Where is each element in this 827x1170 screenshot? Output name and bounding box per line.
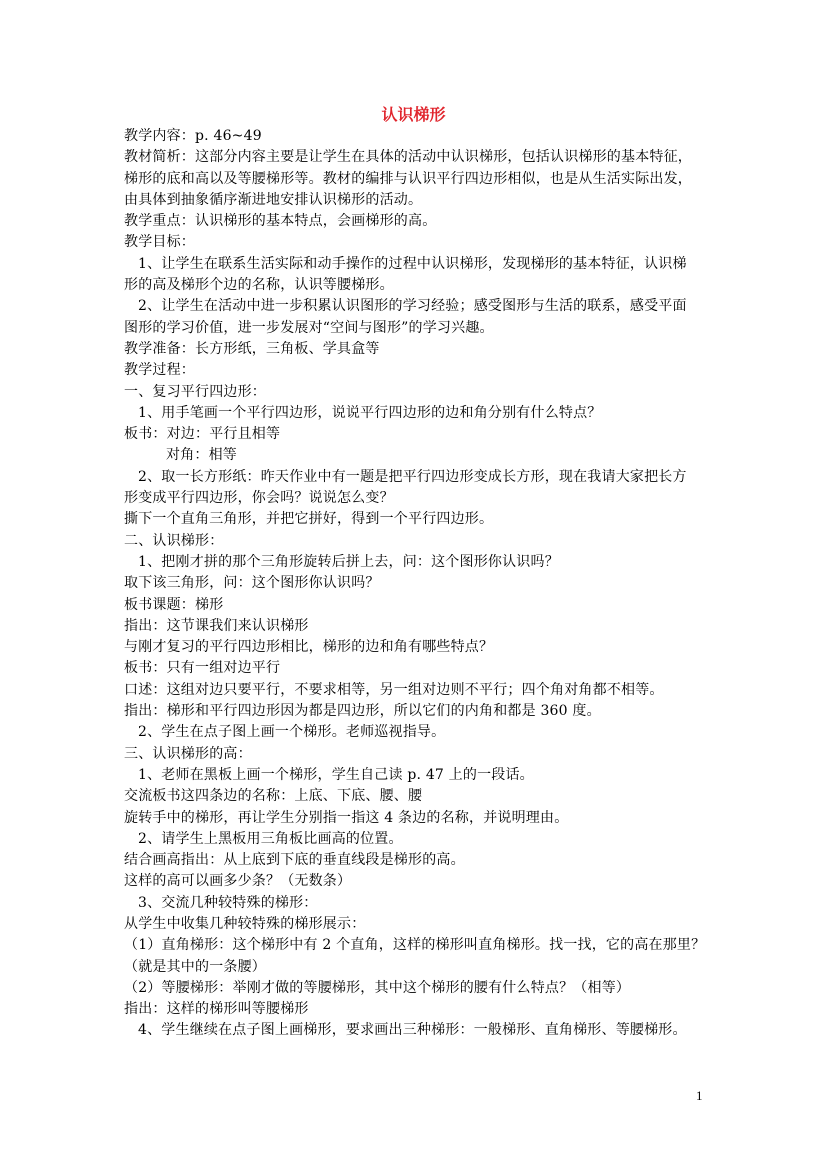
text-line: 撕下一个直角三角形，并把它拼好，得到一个平行四边形。 — [124, 511, 494, 528]
text-line: 指出：梯形和平行四边形因为都是四边形，所以它们的内角和都是 360 度。 — [124, 703, 601, 720]
text-line: 这样的高可以画多少条？（无数条） — [124, 873, 352, 890]
text-line: 教学目标： — [124, 234, 195, 251]
text-line: 1、老师在黑板上画一个梯形，学生自己读 p. 47 上的一段话。 — [138, 766, 534, 783]
text-line: 教材简析：这部分内容主要是让学生在具体的活动中认识梯形，包括认识梯形的基本特征， — [124, 149, 692, 166]
text-line: 旋转手中的梯形，再让学生分别指一指这 4 条边的名称，并说明理由。 — [124, 809, 569, 826]
section-heading: 一、复习平行四边形： — [124, 383, 266, 400]
text-line: 对角：相等 — [166, 447, 237, 464]
text-line: 图形的学习价值，进一步发展对“空间与图形”的学习兴趣。 — [124, 319, 494, 336]
text-line: 形变成平行四边形，你会吗？说说怎么变？ — [124, 490, 394, 507]
text-line: 2、学生在点子图上画一个梯形。老师巡视指导。 — [138, 724, 446, 741]
text-line: 教学内容：p. 46~49 — [124, 128, 262, 144]
text-line: 与刚才复习的平行四边形相比，梯形的边和角有哪些特点？ — [124, 639, 494, 656]
page-number: 1 — [696, 1088, 703, 1103]
text-line: 结合画高指出：从上底到下底的垂直线段是梯形的高。 — [124, 852, 465, 869]
text-line: 1、让学生在联系生活实际和动手操作的过程中认识梯形，发现梯形的基本特征，认识梯 — [138, 255, 687, 272]
text-line: 教学重点：认识梯形的基本特点，会画梯形的高。 — [124, 213, 437, 230]
section-heading: 二、认识梯形： — [124, 532, 224, 549]
text-line: 从学生中收集几种较特殊的梯形展示： — [124, 915, 366, 932]
section-heading: 三、认识梯形的高： — [124, 745, 252, 762]
text-line: 教学准备：长方形纸，三角板、学具盒等 — [124, 340, 380, 357]
text-line: 2、取一长方形纸：昨天作业中有一题是把平行四边形变成长方形，现在我请大家把长方 — [138, 468, 687, 485]
text-line: 指出：这样的梯形叫等腰梯形 — [124, 1001, 309, 1018]
text-line: 取下该三角形，问：这个图形你认识吗？ — [124, 575, 380, 592]
text-line: 1、用手笔画一个平行四边形，说说平行四边形的边和角分别有什么特点？ — [138, 404, 602, 421]
text-line: （就是其中的一条腰） — [124, 958, 266, 975]
text-line: （1）直角梯形：这个梯形中有 2 个直角，这样的梯形叫直角梯形。找一找，它的高在那里？ — [124, 937, 706, 954]
text-line: 梯形的底和高以及等腰梯形等。教材的编排与认识平行四边形相似，也是从生活实际出发， — [124, 170, 692, 187]
text-line: 交流板书这四条边的名称：上底、下底、腰、腰 — [124, 788, 423, 805]
text-line: 指出：这节课我们来认识梯形 — [124, 617, 309, 634]
text-line: 教学过程： — [124, 362, 195, 379]
document-body — [124, 126, 712, 1042]
text-line: 由具体到抽象循序渐进地安排认识梯形的活动。 — [124, 191, 423, 208]
text-line: 板书：只有一组对边平行 — [124, 660, 281, 677]
text-line: 1、把刚才拼的那个三角形旋转后拼上去，问：这个图形你认识吗？ — [138, 553, 559, 570]
text-line: （2）等腰梯形：举刚才做的等腰梯形，其中这个梯形的腰有什么特点？（相等） — [124, 979, 631, 996]
text-line: 3、交流几种较特殊的梯形： — [138, 894, 318, 911]
text-line: 4、学生继续在点子图上画梯形，要求画出三种梯形：一般梯形、直角梯形、等腰梯形。 — [138, 1022, 687, 1039]
document-title: 认识梯形 — [381, 105, 446, 124]
text-line: 板书课题：梯形 — [124, 596, 224, 613]
text-line: 2、让学生在活动中进一步积累认识图形的学习经验；感受图形与生活的联系，感受平面 — [138, 298, 687, 315]
text-line: 形的高及梯形个边的名称，认识等腰梯形。 — [124, 277, 394, 294]
text-line: 口述：这组对边只要平行，不要求相等，另一组对边则不平行；四个角对角都不相等。 — [124, 681, 664, 698]
text-line: 2、请学生上黑板用三角板比画高的位置。 — [138, 830, 403, 847]
text-line: 板书：对边：平行且相等 — [124, 426, 281, 443]
